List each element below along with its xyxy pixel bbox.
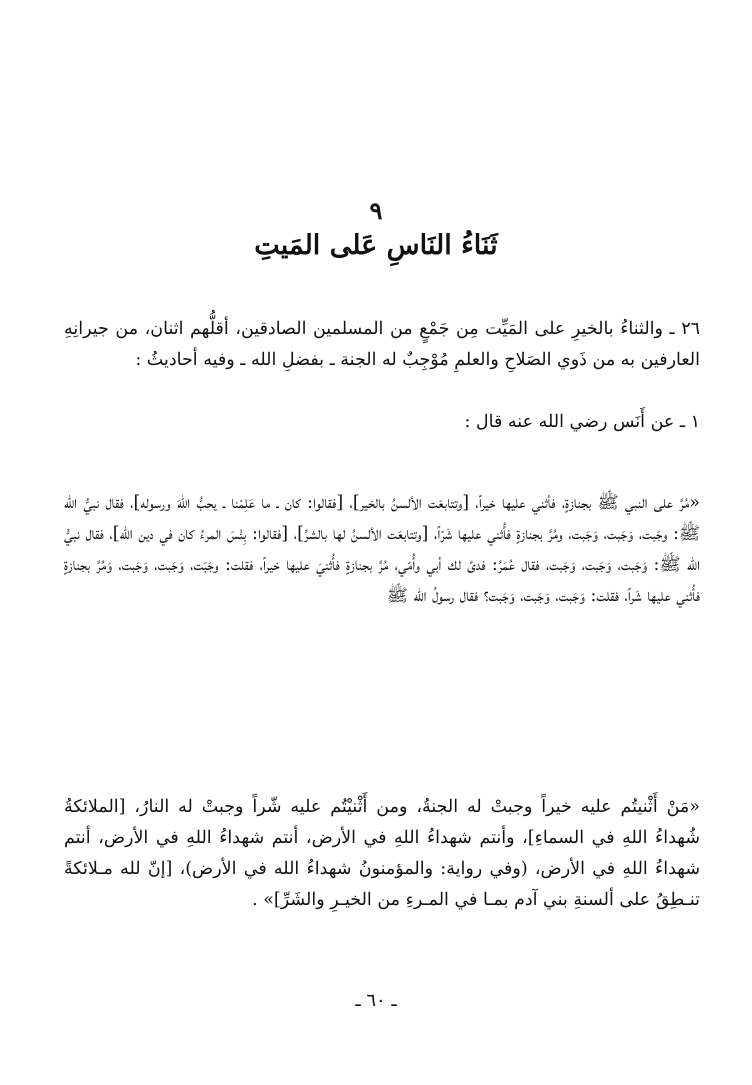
paragraph-text: ١ ـ عن أَنَس رضي الله عنه قال : xyxy=(464,412,700,432)
paragraph-text: «مَنْ أَثْنيتُم عليه خيراً وجبتْ له الجنةُ، ومن أَثْنيْتُم عليه شّراً وجبتْ له النارُ، [الملائكةُ شُهداءُ اللهِ في السماءِ]، وأنتم شهداءُ اللهِ في الأرض، أنتم شهداءُ اللهِ في الأرض، أنتم شهداءُ اللهِ في الأرض، (وفي رواية: والمؤمنونُ شهداءُ الله في الأرض)، [إنّ لله مـلائكةً تنـطِقُ على ألسنةِ بني آدم بمـا في المـرءِ من الخيـرِ والشَرِّ]» . xyxy=(64,797,700,910)
body-paragraph-narrator xyxy=(64,407,700,438)
body-paragraph-intro xyxy=(64,314,700,376)
paragraph-text: «مُرَّ على النبي ﷺ بجنازةٍ، فأثني عليها خيراً، [وتتابعَت الألسنُ بالخير]، [فقالوا: كان ـ ما عَلِمْنا ـ يحبُّ اللهَ ورسوله]، فقال نبيُّ الله ﷺ: وجَبت، وَجَبت، وَجَبت، ومُرَّ بجنازةٍ فأُثني عليها شَرّاً، [وتتابعَت الألسنُ لها بالشرِّ]، [فقالوا: بِئْسَ المرءُ كان في دين الله]، فقال نبيُّ الله ﷺ: وَجَبت، وَجَبت، وَجَبت، فقال عُمَرُ: فدىً لك أبي وأُمّي، مُرَّ بجنازةٍ فأُثنيَ عليها خيراً، فقلت: وجَبَت، وَجَبت، وَجَبت، وَمُرَّ بجنازةٍ فأُثني عليها شَراً، فقلت: وَجَبت، وَجَبت، وَجَبت؟ فقال رسولُ الله ﷺ xyxy=(64,493,700,606)
chapter-title: ثَنَاءُ النَاسِ عَلى المَيتِ xyxy=(254,230,498,261)
paragraph-text: ٢٦ ـ والثناءُ بالخيرِ على المَيِّت مِن جَمْعٍ من المسلمين الصادقين، أقلُّهم اثنان، من جيرانِهِ العارفين به من ذَوي الصَلاحِ والعلمِ مُوْجِبٌ له الجنة ـ بفضلِ الله ـ وفيه أحاديثُ : xyxy=(64,319,700,370)
body-paragraph-hadith xyxy=(64,488,700,612)
body-paragraph-prophet-saying xyxy=(64,792,700,916)
page-number: ـ ٦٠ ـ xyxy=(355,990,397,1011)
chapter-number: ٩ xyxy=(369,196,383,225)
